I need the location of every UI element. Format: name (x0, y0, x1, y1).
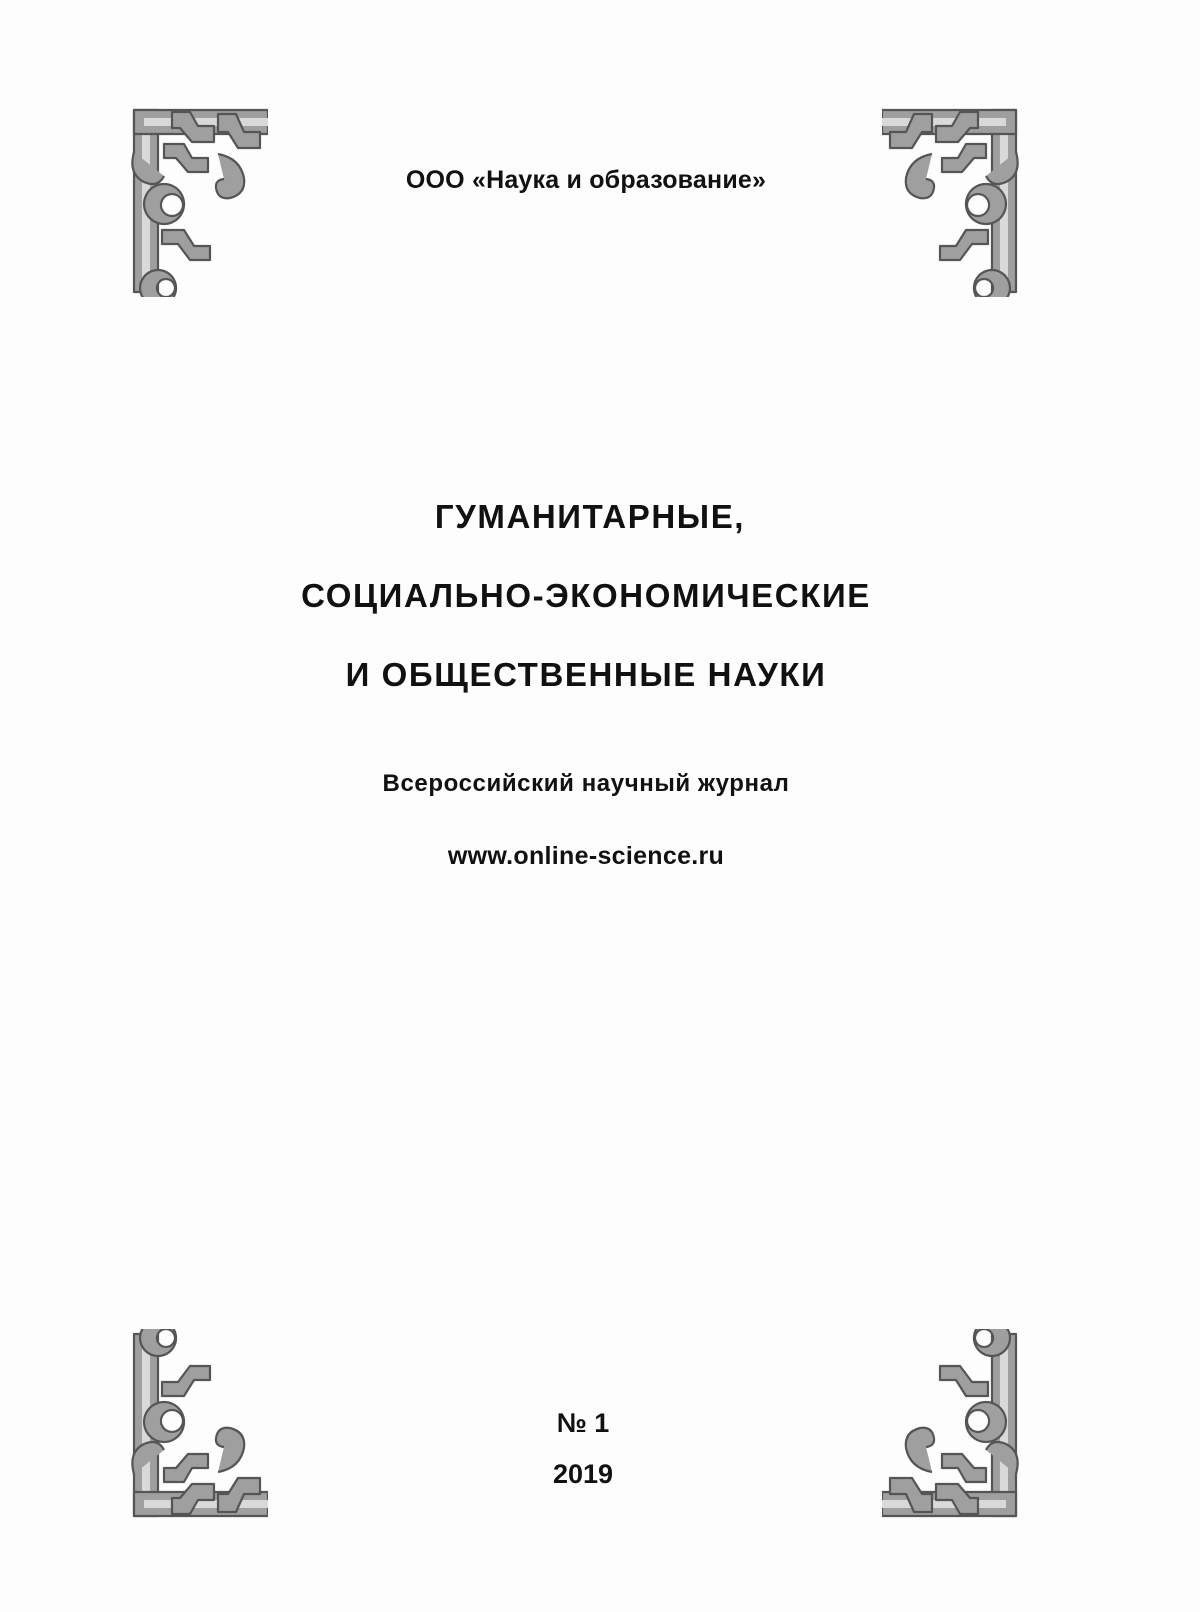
journal-title-line-2: СОЦИАЛЬНО-ЭКОНОМИЧЕСКИЕ (301, 577, 871, 614)
issue-number: № 1 (556, 1408, 610, 1438)
journal-title-line-3: И ОБЩЕСТВЕННЫЕ НАУКИ (345, 656, 827, 693)
journal-title (0, 500, 1200, 691)
publisher-name-text: ООО «Наука и образование» (405, 166, 767, 194)
issue-year: 2019 (552, 1459, 614, 1489)
issue-info (0, 1408, 1200, 1490)
journal-website: www.online-science.ru (447, 842, 725, 870)
publisher-name (0, 166, 1200, 195)
journal-subtitle-block (0, 770, 1200, 871)
journal-title-line-1: ГУМАНИТАРНЫЕ, (434, 498, 746, 535)
journal-subtitle: Всероссийский научный журнал (382, 770, 790, 797)
